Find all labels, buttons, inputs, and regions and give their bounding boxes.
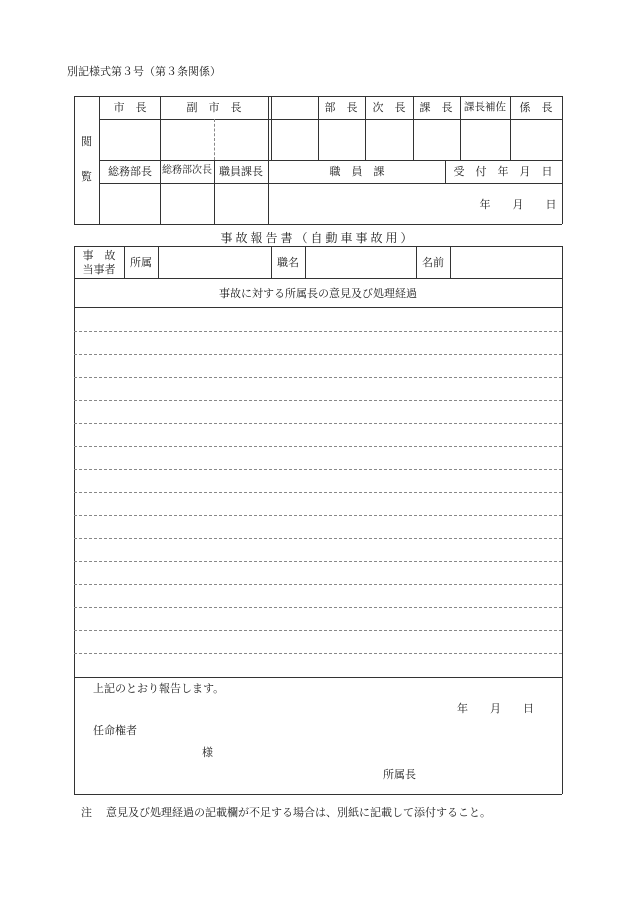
report-date: 年 月 日 [457,702,534,715]
affiliation-label: 所属 [130,256,152,269]
report-statement: 上記のとおり報告します。 [93,682,225,695]
honorific-sama: 様 [202,746,213,759]
header-receipt-date: 受 付 年 月 日 [453,165,553,178]
header-mayor: 市 長 [113,101,147,114]
circulation-label-top: 閲 [81,135,92,148]
header-personnel-section-chief: 職員課長 [219,165,263,178]
position-label: 職名 [277,256,299,269]
name-label: 名前 [422,256,444,269]
header-deputy-mayor: 副 市 長 [186,101,242,114]
report-title: 事故報告書（自動車事故用） [220,231,416,245]
header-director: 部 長 [324,101,358,114]
accident-party-label-line2: 当事者 [82,263,116,276]
header-general-affairs-director: 総務部長 [108,165,152,178]
appointing-authority-label: 任命権者 [93,724,137,737]
header-deputy-director: 次 長 [372,101,406,114]
header-personnel-section: 職 員 課 [329,165,385,178]
circulation-label-bottom: 覧 [81,170,92,183]
accident-party-label-line1: 事 故 [82,249,116,262]
opinion-section-header: 事故に対する所属長の意見及び処理経過 [219,287,417,300]
form-number-heading: 別記様式第３号（第３条関係） [67,65,221,78]
note-text: 意見及び処理経過の記載欄が不足する場合は、別紙に記載して添付すること。 [106,806,491,819]
note-label: 注 [81,806,92,819]
receipt-date-value: 年 月 日 [479,198,557,211]
header-assistant-section-chief: 課長補佐 [464,101,506,113]
department-head-label: 所属長 [383,768,416,781]
header-section-chief: 課 長 [419,101,453,114]
header-subsection-chief: 係 長 [519,101,553,114]
header-general-affairs-deputy-director: 総務部次長 [162,165,212,176]
